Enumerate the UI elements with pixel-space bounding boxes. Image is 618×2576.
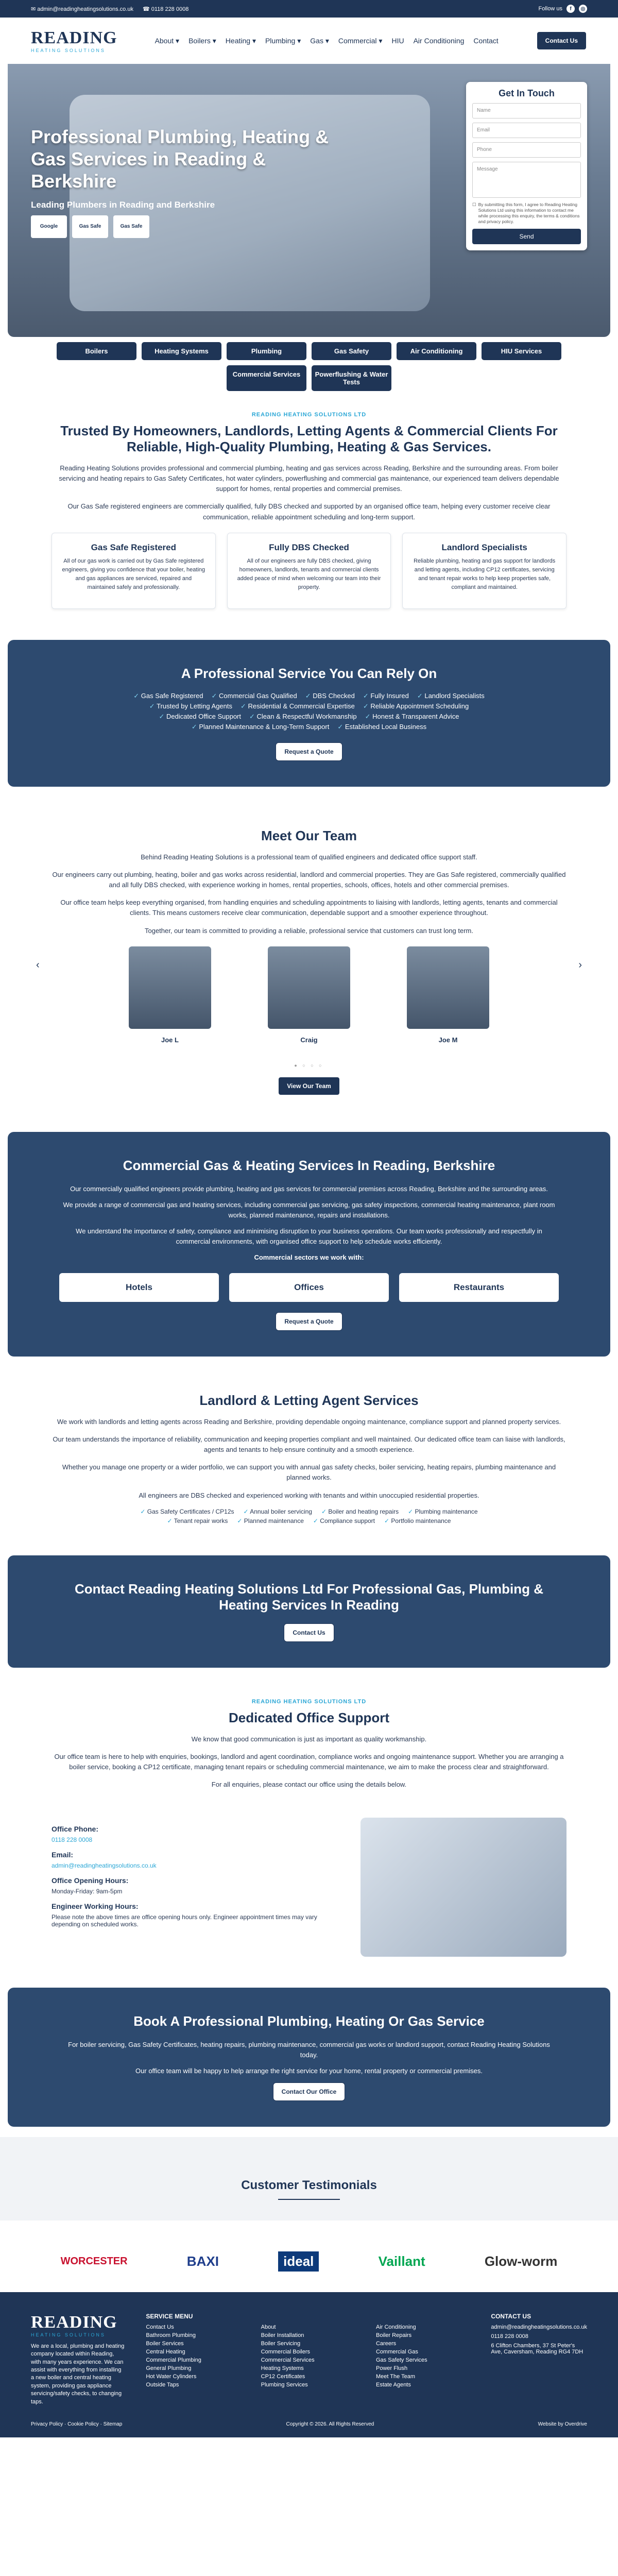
commercial-section: Commercial Gas & Heating Services In Reading, Berkshire Our commercially qualified engineers provide plumbing, heating and gas services for commercial premises across Reading, Berkshire and the surrounding areas. We provide a range of commercial gas and heating services, including commercial gas servicing, gas safety inspections, commercial heating maintenance, plant room works, planned maintenance, repairs and installations. We understand the importance of safety, compliance and minimising disruption to your business operations. Our team works professionally and respectfully in commercial environments, with organised office support to help schedule works efficiently. Commercial sectors we work with: Hotels Offices Restaurants Request a Quote xyxy=(8,1132,610,1357)
service-buttons xyxy=(36,342,582,391)
team-section: Meet Our Team Behind Reading Heating Solutions is a professional team of qualified engineers and dedicated office support staff. Our engineers carry out plumbing, heating, boiler and gas works across residential, landlord and commercial properties. They are Gas Safe registered, commercially qualified and all fully DBS checked, with experience working in homes, rental properties, schools, offices, hotels and other commercial premises. Our office team helps keep everything organised, from handling enquiries and scheduling appointments to liaising with landlords, letting agents, tenants and commercial clients. This means customers receive clear communication, dependable support and a smoother experience throughout. Together, our team is committed to providing a reliable, professional service that customers can trust long term. ‹ Joe L Craig Joe M › ● ○ ○ ○ View Our Team xyxy=(0,797,618,1122)
contact-us-button[interactable]: Contact Us xyxy=(536,31,587,50)
nav-item[interactable]: Air Conditioning xyxy=(413,36,465,45)
office-phone-link[interactable]: 0118 228 0008 xyxy=(52,1836,93,1844)
team-member: Craig xyxy=(268,946,350,1053)
badges xyxy=(31,215,340,238)
sector-card[interactable]: Hotels xyxy=(59,1273,219,1302)
footer-address: 6 Clifton Chambers, 37 St Peter's Ave, Caversham, Reading RG4 7DH xyxy=(491,2342,583,2355)
form-title: Get In Touch xyxy=(499,88,555,98)
brand-logo: Vaillant xyxy=(378,2253,425,2269)
feature-card: Fully DBS Checked All of our engineers are fully DBS checked, giving homeowners, landlords, tenants and commercial clients added peace of mind when welcoming our team into their property. xyxy=(227,533,391,609)
nav-item[interactable]: Contact xyxy=(473,36,499,45)
brand-logo: BAXI xyxy=(186,2253,219,2269)
office-email-link[interactable]: admin@readingheatingsolutions.co.uk xyxy=(52,1862,157,1870)
nav-menu xyxy=(155,37,499,45)
service-button[interactable]: Air Conditioning xyxy=(397,342,476,360)
main-nav xyxy=(0,18,618,64)
testimonials: Customer Testimonials xyxy=(0,2137,618,2221)
service-button[interactable]: Powerflushing & Water Tests xyxy=(312,365,391,391)
member-photo xyxy=(268,946,350,1029)
phone-field[interactable]: Phone xyxy=(472,142,581,158)
message-field[interactable]: Message xyxy=(472,162,581,198)
copyright: Copyright © 2026. All Rights Reserved xyxy=(286,2421,374,2427)
gas-safe-badge: Gas Safe xyxy=(113,215,149,238)
nav-item[interactable]: Commercial ▾ xyxy=(338,36,383,45)
contact-office-button[interactable]: Contact Our Office xyxy=(273,2082,346,2101)
logo[interactable]: READING HEATING SOLUTIONS xyxy=(31,28,117,53)
follow-label: Follow us xyxy=(538,6,562,12)
send-button[interactable]: Send xyxy=(472,229,581,244)
office-intro: READING HEATING SOLUTIONS LTD Dedicated Office Support We know that good communication is just as important as quality workmanship. Our office team is here to help with enquiries, bookings, landlord and agent coordination, compliance works and ongoing maintenance support. Whether you are arranging a boiler service, booking a CP12 certificate, managing tenant repairs or scheduling commercial maintenance, we aim to make the process clear and straightforward. For all enquiries, please contact our office using the details below. xyxy=(54,1698,564,1789)
sector-card[interactable]: Restaurants xyxy=(399,1273,559,1302)
footer: READING HEATING SOLUTIONS We are a local, plumbing and heating company located within Reading, with many years experience. We can assist with everything from installing a new boiler and central heating system, providing gas appliance servicing/safety checks, to changing taps. SERVICE MENU Contact Us Bathroom Plumbing Boiler Services Central Heating Commercial Plumbing General Plumbing Hot Water Cylinders Outside Taps About Boiler Installation Boiler Servicing Commercial Boilers Commercial Services Heating Systems CP12 Certificates Plumbing Services Air Conditioning Boiler Repairs Careers Commercial Gas Gas Safety Services Power Flush Meet The Team Estate Agents CONTACT US admin@readingheatingsolutions.co.uk 0118 228 0008 6 Clifton Chambers, 37 St Peter's Ave, Caversham, Reading RG4 7DH Privacy Policy · Cookie Policy · Sitemap Copyright © 2026. All Rights Reserved Website by Overdrive xyxy=(0,2292,618,2437)
view-team-button[interactable]: View Our Team xyxy=(278,1076,340,1096)
gas-safe-badge: Gas Safe xyxy=(72,215,108,238)
contact-banner: Contact Reading Heating Solutions Ltd For Professional Gas, Plumbing & Heating Services In Reading Contact Us xyxy=(8,1555,610,1668)
brand-logo: WORCESTER xyxy=(60,2255,128,2267)
nav-item[interactable]: Heating ▾ xyxy=(225,36,256,45)
hero-title: Professional Plumbing, Heating & Gas Services in Reading & Berkshire xyxy=(31,126,329,192)
hero xyxy=(8,64,610,337)
feature-card: Landlord Specialists Reliable plumbing, heating and gas support for landlords and letting agents, including CP12 certificates, servicing and tenant repair works to help keep properties safe, compliant and maintained. xyxy=(402,533,566,609)
request-quote-button[interactable]: Request a Quote xyxy=(276,1312,342,1331)
team-member: Joe L xyxy=(129,946,211,1053)
footer-email[interactable]: admin@readingheatingsolutions.co.uk xyxy=(491,2324,587,2330)
email-field[interactable]: Email xyxy=(472,123,581,138)
team-member: Joe M xyxy=(407,946,489,1053)
service-button[interactable]: HIU Services xyxy=(482,342,561,360)
intro-title: Trusted By Homeowners, Landlords, Letting Agents & Commercial Clients For Reliable, High-Quality Plumbing, Heating & Gas Services. xyxy=(60,423,558,454)
top-email[interactable]: ✉ admin@readingheatingsolutions.co.uk xyxy=(31,6,133,12)
service-button[interactable]: Heating Systems xyxy=(142,342,221,360)
reliable-section: A Professional Service You Can Rely On ✓ Gas Safe Registered ✓ Commercial Gas Qualified ✓ DBS Checked ✓ Fully Insured ✓ Landlord Specialists ✓ Trusted by Letting Agents ✓ Residential & Commercial Expertise ✓ Reliable Appointment Scheduling ✓ Dedicated Office Support ✓ Clean & Respectful Workmanship ✓ Honest & Transparent Advice ✓ Planned Maintenance & Long-Term Support ✓ Established Local Business Request a Quote xyxy=(8,640,610,787)
service-button[interactable]: Boilers xyxy=(57,342,136,360)
name-field[interactable]: Name xyxy=(472,103,581,118)
office-photo xyxy=(360,1818,566,1957)
top-bar xyxy=(0,0,618,18)
google-badge: Google xyxy=(31,215,67,238)
footer-phone[interactable]: 0118 228 0008 xyxy=(491,2333,528,2340)
instagram-icon[interactable]: ◎ xyxy=(579,5,587,13)
facebook-icon[interactable]: f xyxy=(566,5,575,13)
office-details: Office Phone: 0118 228 0008 Email: admin@readingheatingsolutions.co.uk Office Opening Hours: Monday-Friday: 9am-5pm Engineer Working Hours: Please note the above times are office opening hours only. Engineer appointment times may vary depending on scheduled works. xyxy=(0,1818,618,1977)
brand-logo: ideal xyxy=(278,2251,319,2272)
nav-item[interactable]: HIU xyxy=(391,36,404,45)
footer-links[interactable]: Privacy Policy · Cookie Policy · Sitemap xyxy=(31,2421,123,2427)
top-phone[interactable]: ☎ 0118 228 0008 xyxy=(142,6,189,12)
nav-item[interactable]: Gas ▾ xyxy=(310,36,329,45)
prev-arrow-icon[interactable]: ‹ xyxy=(36,959,40,971)
book-section: Book A Professional Plumbing, Heating Or Gas Service For boiler servicing, Gas Safety Certificates, heating repairs, plumbing maintenance, commercial gas works or landlord support, contact Reading Heating Solutions today. Our office team will be happy to help arrange the right service for your home, rental property or commercial premises. Contact Our Office xyxy=(8,1988,610,2127)
contact-us-button[interactable]: Contact Us xyxy=(284,1623,334,1642)
service-button[interactable]: Commercial Services xyxy=(227,365,306,391)
service-button[interactable]: Gas Safety xyxy=(312,342,391,360)
intro-section: READING HEATING SOLUTIONS LTD Trusted By Homeowners, Landlords, Letting Agents & Commercial Clients For Reliable, High-Quality Plumbing, Heating & Gas Services. Reading Heating Solutions provides professional and commercial plumbing, heating and gas services across Reading, Berkshire and the surrounding areas. From boiler servicing and heating repairs to Gas Safety Certificates, hot water cylinders, powerflushing and commercial gas maintenance, our experienced team delivers dependable support for homes, rental properties and commercial premises. Our Gas Safe registered engineers are commercially qualified, fully DBS checked and supported by an organised office team, helping every customer receive clear communication, reliable appointment scheduling and long-term support. Gas Safe Registered All of our gas work is carried out by Gas Safe registered engineers, giving you confidence that your boiler, heating and gas appliances are serviced, repaired and maintained safely and professionally. Fully DBS Checked All of our engineers are fully DBS checked, giving homeowners, landlords, tenants and commercial clients added peace of mind when welcoming our team into their property. Landlord Specialists Reliable plumbing, heating and gas support for landlords and letting agents, including CP12 certificates, servicing and tenant repair works to help keep properties safe, compliant and maintained. xyxy=(0,391,618,630)
service-button[interactable]: Plumbing xyxy=(227,342,306,360)
nav-item[interactable]: Boilers ▾ xyxy=(188,36,216,45)
carousel-dots[interactable]: ● ○ ○ ○ xyxy=(294,1062,324,1068)
nav-item[interactable]: About ▾ xyxy=(154,36,180,45)
brand-logos xyxy=(0,2221,618,2292)
hero-subtitle: Leading Plumbers in Reading and Berkshire xyxy=(31,199,215,210)
consent-checkbox[interactable]: ☐ xyxy=(472,202,476,207)
member-photo xyxy=(407,946,489,1029)
feature-card: Gas Safe Registered All of our gas work is carried out by Gas Safe registered engineers, giving you confidence that your boiler, heating and gas appliances are serviced, repaired and maintained safely and professionally. xyxy=(52,533,216,609)
request-quote-button[interactable]: Request a Quote xyxy=(276,742,342,761)
next-arrow-icon[interactable]: › xyxy=(578,959,582,971)
landlord-section: Landlord & Letting Agent Services We work with landlords and letting agents across Reading and Berkshire, providing dependable ongoing maintenance, compliance support and planned property services. Our team understands the importance of reliability, communication and keeping properties compliant and well maintained. Our dedicated office team can liaise with landlords, agents and tenants to help ensure continuity and a smooth experience. Whether you manage one property or a wider portfolio, we can support you with annual gas safety checks, boiler servicing, heating repairs, plumbing maintenance and planned works. All engineers are DBS checked and experienced working with tenants and within unoccupied residential properties. ✓ Gas Safety Certificates / CP12s ✓ Annual boiler servicing ✓ Boiler and heating repairs ✓ Plumbing maintenance ✓ Tenant repair works ✓ Planned maintenance ✓ Compliance support ✓ Portfolio maintenance xyxy=(0,1367,618,1545)
contact-form: Get In Touch Name Email Phone Message ☐ By submitting this form, I agree to Reading Heating Solutions Ltd using this information to contact me while processing this enquiry, the terms & conditions and privacy policy. Send xyxy=(466,82,587,250)
sector-card[interactable]: Offices xyxy=(229,1273,389,1302)
nav-item[interactable]: Plumbing ▾ xyxy=(265,36,301,45)
credit[interactable]: Website by Overdrive xyxy=(538,2421,587,2427)
brand-logo: Glow-worm xyxy=(484,2253,558,2269)
member-photo xyxy=(129,946,211,1029)
